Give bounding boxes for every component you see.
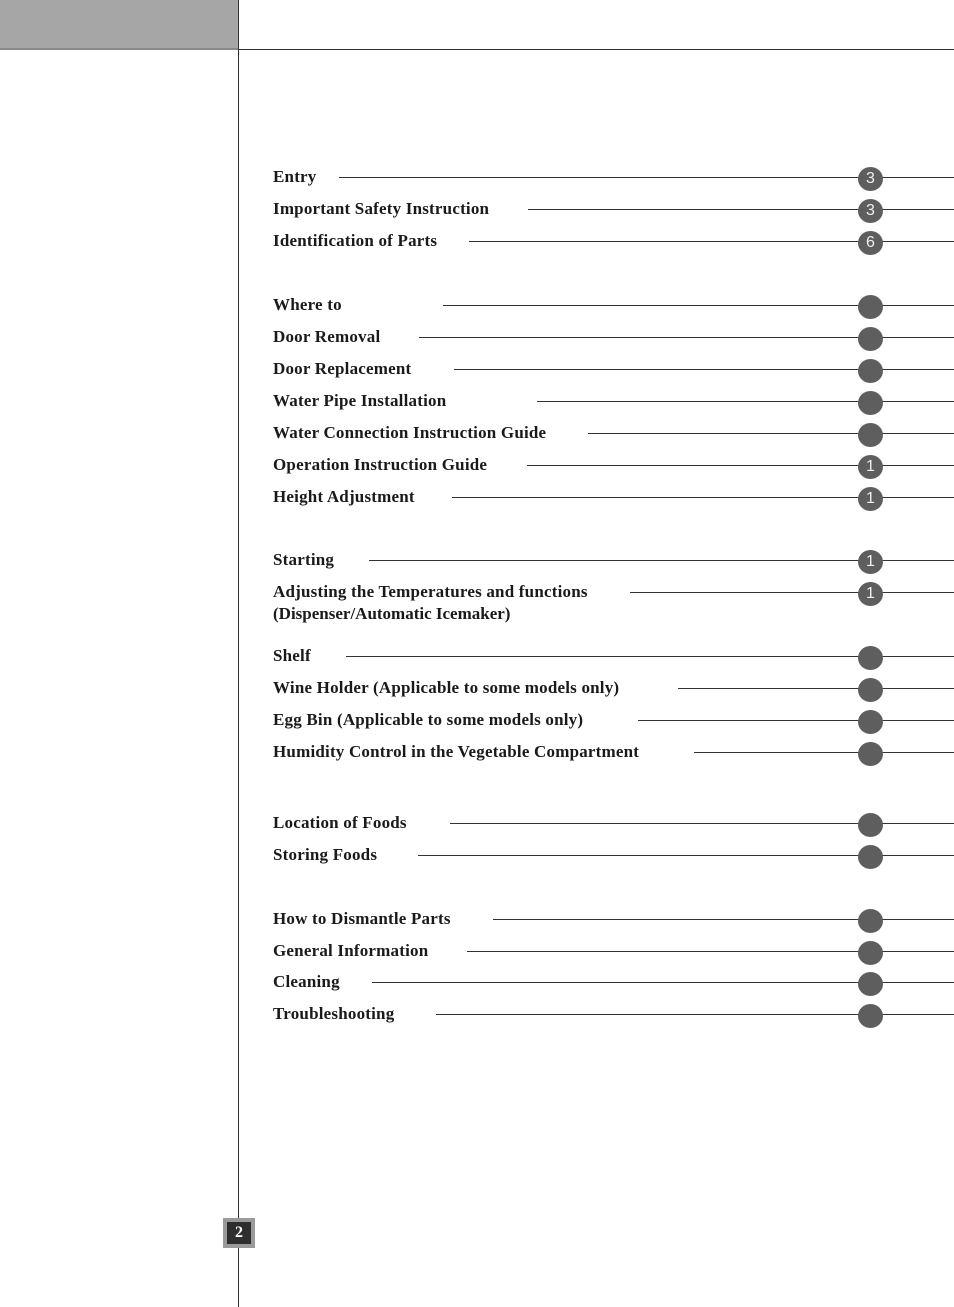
toc-entry-label: Water Pipe Installation bbox=[273, 391, 447, 410]
toc-entry[interactable] bbox=[273, 486, 954, 510]
toc-entry[interactable] bbox=[273, 971, 954, 995]
toc-page-badge bbox=[858, 1004, 883, 1028]
toc-page-badge bbox=[858, 359, 883, 383]
toc-entry[interactable] bbox=[273, 581, 954, 623]
page-number: 2 bbox=[227, 1222, 251, 1244]
toc-entry-label: Important Safety Instruction bbox=[273, 199, 490, 218]
toc-page-badge bbox=[858, 646, 883, 670]
toc-entry[interactable] bbox=[273, 908, 954, 932]
toc-leader-line bbox=[537, 401, 954, 402]
toc-entry-label: Wine Holder (Applicable to some models only) bbox=[273, 678, 620, 697]
toc-entry-label: Humidity Control in the Vegetable Compartment bbox=[273, 742, 640, 761]
toc-entry-label: Where to bbox=[273, 295, 342, 314]
toc-page-badge bbox=[858, 678, 883, 702]
toc-entry-label: General Information bbox=[273, 941, 429, 960]
toc-page-badge: 1 bbox=[858, 487, 883, 511]
toc-leader-line bbox=[527, 465, 954, 466]
toc-entry-label: Shelf bbox=[273, 646, 311, 665]
toc-entry[interactable] bbox=[273, 198, 954, 222]
toc-entry[interactable] bbox=[273, 1003, 954, 1027]
toc-entry-label: Height Adjustment bbox=[273, 487, 415, 506]
toc-entry[interactable] bbox=[273, 390, 954, 414]
toc-page-badge: 1 bbox=[858, 582, 883, 606]
toc-page-badge bbox=[858, 972, 883, 996]
toc-page-badge bbox=[858, 941, 883, 965]
toc-entry[interactable] bbox=[273, 812, 954, 836]
toc-entry-label-continued: (Dispenser/Automatic Icemaker) bbox=[273, 604, 511, 623]
toc-page-badge bbox=[858, 710, 883, 734]
toc-entry-label: Identification of Parts bbox=[273, 231, 438, 250]
toc-entry-label: Cleaning bbox=[273, 972, 340, 991]
toc-page-badge: 3 bbox=[858, 167, 883, 191]
toc-entry-label: Operation Instruction Guide bbox=[273, 455, 488, 474]
toc-leader-line bbox=[678, 688, 954, 689]
toc-leader-line bbox=[630, 592, 954, 593]
toc-page-badge bbox=[858, 845, 883, 869]
toc-entry[interactable] bbox=[273, 940, 954, 964]
toc-entry[interactable] bbox=[273, 645, 954, 669]
toc-entry[interactable] bbox=[273, 422, 954, 446]
toc-entry[interactable] bbox=[273, 166, 954, 190]
toc-page-badge: 1 bbox=[858, 550, 883, 574]
toc-entry[interactable] bbox=[273, 677, 954, 701]
toc-entry-label: Location of Foods bbox=[273, 813, 407, 832]
toc-page-badge bbox=[858, 295, 883, 319]
toc-page-badge bbox=[858, 423, 883, 447]
toc-leader-line bbox=[694, 752, 954, 753]
toc-page-badge: 6 bbox=[858, 231, 883, 255]
header-gray-block bbox=[0, 0, 238, 50]
toc-entry-label: Door Replacement bbox=[273, 359, 412, 378]
toc-entry[interactable] bbox=[273, 709, 954, 733]
toc-entry-label: Water Connection Instruction Guide bbox=[273, 423, 547, 442]
toc-entry[interactable] bbox=[273, 844, 954, 868]
toc-entry[interactable] bbox=[273, 230, 954, 254]
toc-page-badge bbox=[858, 327, 883, 351]
toc-page-badge: 1 bbox=[858, 455, 883, 479]
toc-page-badge bbox=[858, 391, 883, 415]
toc-leader-line bbox=[528, 209, 954, 210]
toc-entry-label: Door Removal bbox=[273, 327, 381, 346]
toc-entry-label: Egg Bin (Applicable to some models only) bbox=[273, 710, 584, 729]
toc-entry-label: Starting bbox=[273, 550, 335, 569]
toc-entry[interactable] bbox=[273, 294, 954, 318]
toc-entry-label: Troubleshooting bbox=[273, 1004, 395, 1023]
toc-entry[interactable] bbox=[273, 549, 954, 573]
toc-leader-line bbox=[493, 919, 954, 920]
page-number-box bbox=[223, 1218, 255, 1248]
vertical-rule bbox=[238, 0, 239, 1307]
toc-entry-label: Entry bbox=[273, 167, 317, 186]
toc-entry-label: How to Dismantle Parts bbox=[273, 909, 451, 928]
toc-leader-line bbox=[588, 433, 954, 434]
toc-entry[interactable] bbox=[273, 326, 954, 350]
toc-entry-label: Storing Foods bbox=[273, 845, 378, 864]
toc-page-badge bbox=[858, 742, 883, 766]
toc-page-badge: 3 bbox=[858, 199, 883, 223]
toc-page-badge bbox=[858, 909, 883, 933]
toc-entry[interactable] bbox=[273, 358, 954, 382]
toc-entry[interactable] bbox=[273, 741, 954, 765]
toc-page-badge bbox=[858, 813, 883, 837]
table-of-contents bbox=[273, 0, 954, 1307]
toc-entry-label: Adjusting the Temperatures and functions bbox=[273, 582, 588, 601]
toc-entry[interactable] bbox=[273, 454, 954, 478]
toc-leader-line bbox=[638, 720, 954, 721]
